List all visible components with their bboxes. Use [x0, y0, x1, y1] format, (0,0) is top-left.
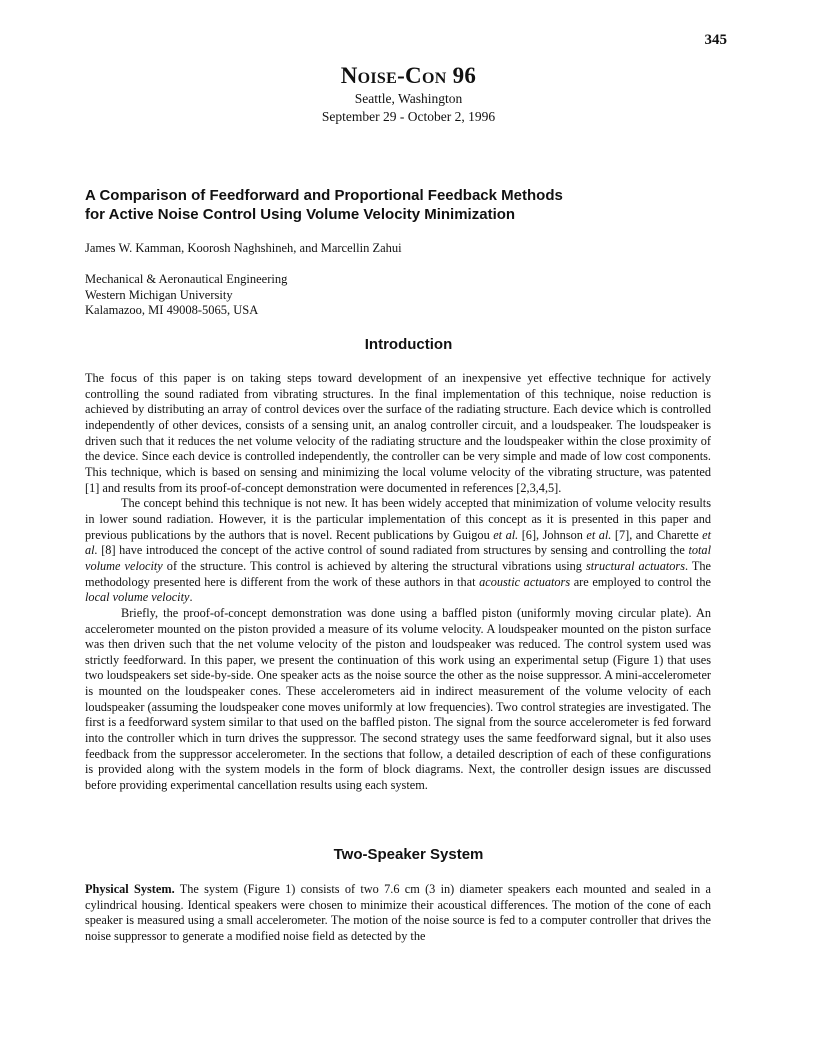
text-run: [8] have introduced the concept of the active control of sound radiated from structures by sensing and controlling the — [97, 543, 689, 558]
italic-run: et al. — [85, 527, 712, 558]
conference-location: Seattle, Washington — [354, 91, 463, 106]
text-run: [7], and Charette — [611, 527, 703, 542]
introduction-body — [85, 371, 711, 794]
introduction-paragraph-3: Briefly, the proof-of-concept demonstration was done using a baffled piston (uniformly moving circular plate). An accelerometer mounted on the piston provided a measure of its volume velocity. A loudspeaker mounted on the piston surface was then driven such that the net volume velocity of the piston and loudspeaker was reduced. The control system used was strictly feedforward. In this paper, we present the continuation of this work using an experimental setup (Figure 1) that uses two loudspeakers set side-by-side. One speaker acts as the noise source the other as the noise suppressor. A mini-accelerometer is mounted on the loudspeaker cones. These accelerometers aid in indirect measurement of the volume velocity of each loudspeaker (assuming the loudspeaker cone moves uniformly at low frequencies). Two control strategies are investigated. The first is a feedforward system similar to that used on the baffled piston. The signal from the source accelerometer is fed forward into the controller which in turn drives the suppressor. The second strategy uses the same feedforward signal, but it also uses feedback from the suppressor accelerometer. In the sections that follow, a detailed description of each of these configurations is provided along with the system models in the form of block diagrams. Next, the controller design issues are discussed before providing experimental cancellation results using each system. — [85, 605, 711, 793]
two-speaker-paragraph-1 — [85, 882, 711, 945]
text-run: of the structure. This control is achieved by altering the structural vibrations using — [162, 558, 586, 573]
conference-dates: September 29 - October 2, 1996 — [321, 109, 496, 124]
page-number: 345 — [704, 32, 727, 48]
paper-title-line-1: A Comparison of Feedforward and Proportional Feedback Methods — [85, 187, 563, 204]
two-speaker-body — [85, 882, 711, 945]
text-run: . The methodology presented here is different from the work of these authors in that — [85, 558, 711, 589]
italic-run: et al. — [493, 527, 519, 542]
paper-title-line-2: for Active Noise Control Using Volume Velocity Minimization — [85, 206, 516, 223]
run-in-heading: Physical System. — [85, 882, 175, 896]
affiliation-line: Western Michigan University — [85, 287, 233, 302]
section-heading-introduction: Introduction — [364, 336, 453, 353]
text-run: The system (Figure 1) consists of two 7.6 cm (3 in) diameter speakers each mounted and sealed in a cylindrical housing. Identical speakers were chosen to minimize their acoustical differences. The motion of the cone of each speaker is measured using a small accelerometer. The motion of the noise source is fed to a computer controller that drives the noise suppressor to generate a modified noise field as detected by the — [85, 882, 711, 943]
affiliation-line: Kalamazoo, MI 49008-5065, USA — [85, 303, 259, 317]
conference-name: Noise-Con 96 — [340, 63, 477, 88]
italic-run: structural actuators — [585, 558, 685, 573]
italic-run: total volume velocity — [85, 543, 711, 573]
text-run: The concept behind this technique is not new. It has been widely accepted that minimization of volume velocity results in lower sound radiation. However, it is the particular implementation of this concept as it is presented in this paper and previous publications by the authors that is novel. Recent publications by Guigou — [85, 496, 711, 542]
introduction-paragraph-1: The focus of this paper is on taking steps toward development of an inexpensive yet effective technique for actively controlling the sound radiated from vibrating structures. In the final implementation of this technique, noise reduction is achieved by distributing an array of control devices over the surface of the radiating structure. Each device which is controlled independently of other devices, consists of a sensing unit, an analog controller circuit, and a loudspeaker. The loudspeaker is driven such that it reduces the net volume velocity of the radiating structure and the loudspeaker within the close proximity of the device. Since each device is controlled independently, the controller can be very simple and made of low cost components. This technique, which is based on sensing and minimizing the local volume velocity of the vibrating structure, was patented [1] and results from its proof-of-concept demonstration were documented in references [2,3,4,5]. — [85, 371, 711, 495]
text-run: [6], Johnson — [518, 527, 587, 542]
italic-run: acoustic actuators — [479, 574, 571, 589]
affiliation-line: Mechanical & Aeronautical Engineering — [85, 272, 288, 286]
italic-run: local volume velocity — [85, 590, 190, 605]
introduction-paragraph-2 — [85, 496, 711, 606]
conference-header — [0, 62, 817, 126]
section-heading-two-speaker-system: Two-Speaker System — [333, 846, 484, 863]
text-run: are employed to control the — [570, 574, 712, 589]
paper-title — [85, 186, 725, 224]
text-run: . — [189, 590, 193, 605]
paper-authors: James W. Kamman, Koorosh Naghshineh, and Marcellin Zahui — [85, 241, 402, 255]
italic-run: et al. — [586, 527, 612, 542]
affiliation — [85, 272, 287, 319]
